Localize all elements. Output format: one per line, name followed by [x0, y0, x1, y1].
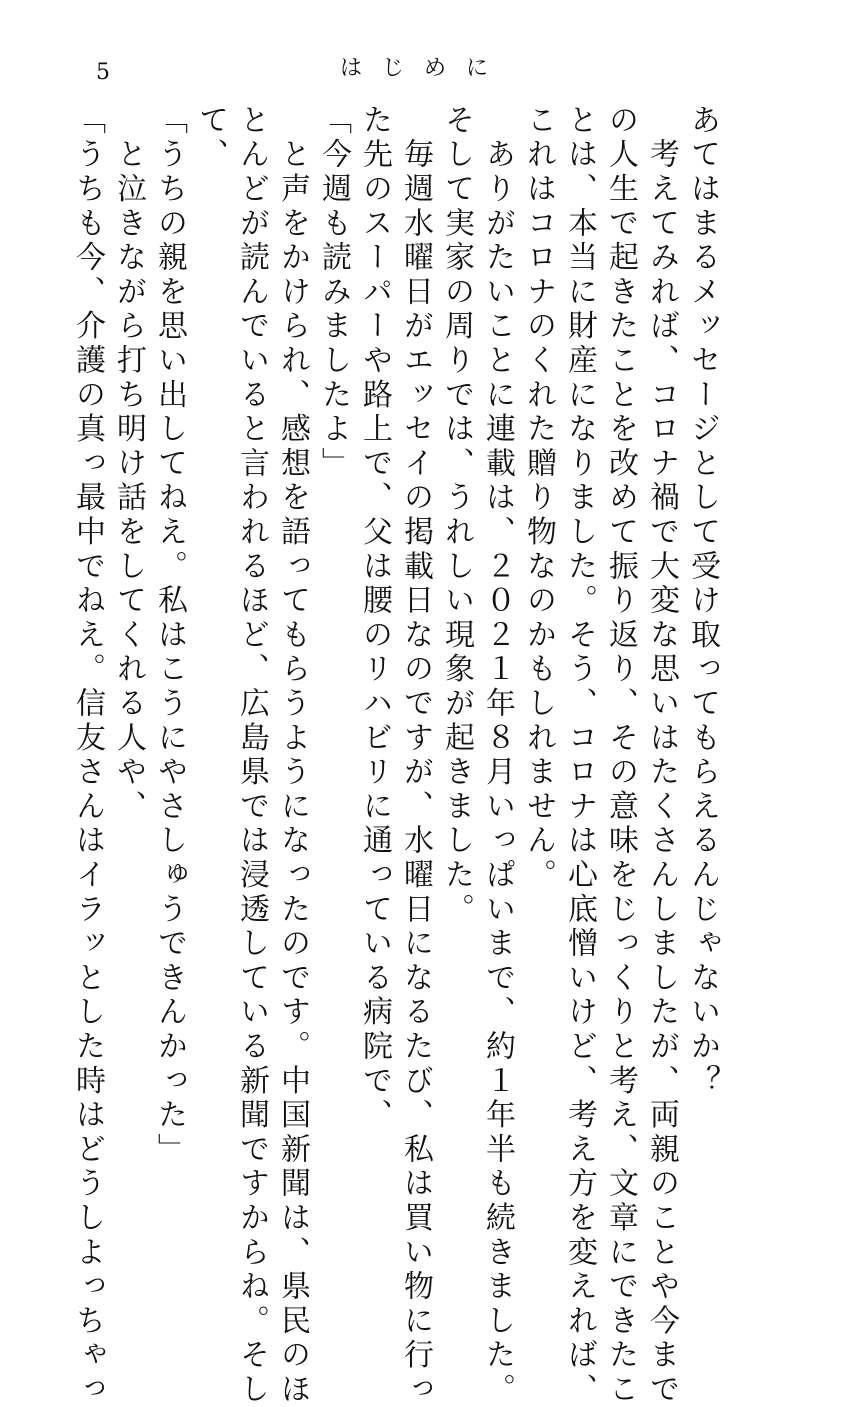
text-line: とは、本当に財産になりました。そう、コロナは心底憎いけど、考え方を変えれば、 [562, 104, 597, 1407]
text-line: 「今週も読みましたよ」 [316, 104, 351, 482]
body-text [70, 104, 723, 1407]
text-line: 「うちも今、介護の真っ最中でねえ。信友さんはイラッとした時はどうしよっちゃっ [70, 104, 105, 1407]
text-line: て、 [193, 104, 228, 173]
text-line: これはコロナのくれた贈り物なのかもしれません。 [521, 104, 556, 893]
text-line: そして実家の周りでは、うれしい現象が起きました。 [439, 104, 474, 928]
text-line: 毎週水曜日がエッセイの掲載日なのですが、水曜日になるたび、私は買い物に行っ [398, 104, 433, 1407]
text-line: 「うちの親を思い出してねえ。私はこうにやさしゅうできんかった」 [152, 104, 187, 1168]
text-line: ありがたいことに連載は、２０２１年８月いっぱいまで、約１年半も続きました。 [480, 104, 515, 1407]
text-line: の人生で起きたことを改めて振り返り、その意味をじっくりと考え、文章にできたこ [603, 104, 638, 1407]
text-line: あてはまるメッセージとして受け取ってもらえるんじゃないか？ [685, 104, 720, 1099]
text-line: と泣きながら打ち明け話をしてくれる人や、 [111, 104, 146, 825]
running-head: はじめに [340, 56, 509, 81]
text-line: と声をかけられ、感想を語ってもらうようになったのです。中国新聞は、県民のほ [275, 104, 310, 1407]
text-line: 考えてみれば、コロナ禍で大変な思いはたくさんしましたが、両親のことや今まで [644, 104, 679, 1407]
text-line: とんどが読んでいると言われるほど、広島県では浸透している新聞ですからね。そし [234, 104, 269, 1407]
text-line: た先のスーパーや路上で、父は腰のリハビリに通っている病院で、 [357, 104, 392, 1133]
page-number: 5 [96, 60, 110, 85]
